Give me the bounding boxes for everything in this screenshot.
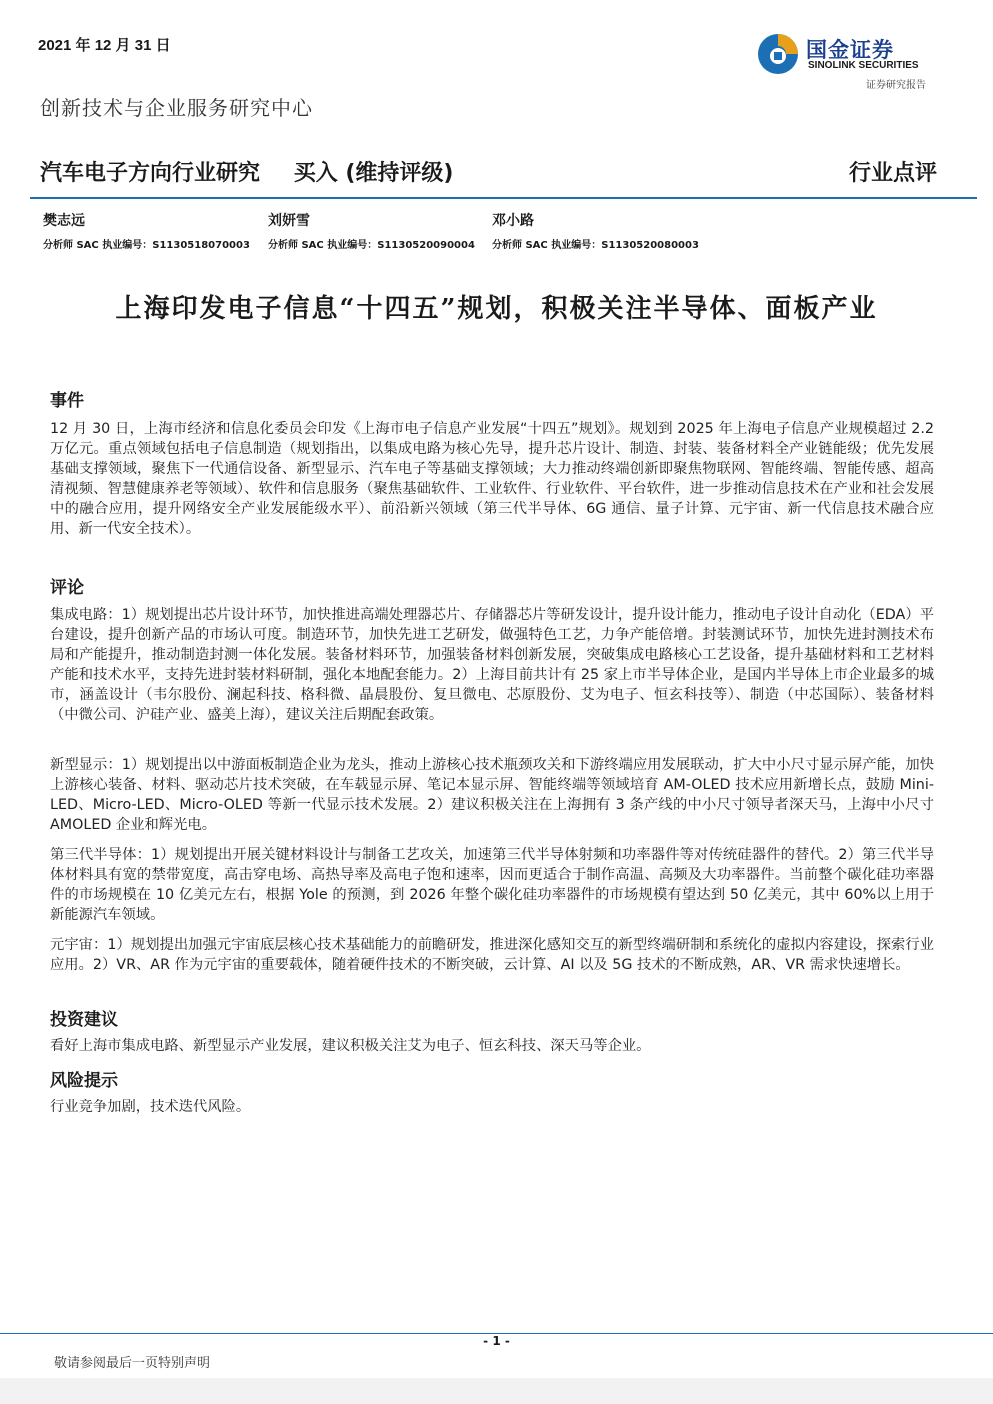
logo-cn-text: 国金证券 xyxy=(806,38,894,62)
section-title-comment: 评论 xyxy=(50,578,84,598)
section-title-event: 事件 xyxy=(50,391,84,411)
report-headline: 上海印发电子信息“十四五”规划，积极关注半导体、面板产业 xyxy=(115,294,878,324)
page-number: - 1 - xyxy=(483,1334,510,1348)
comment-paragraph-metaverse: 元宇宙：1）规划提出加强元宇宙底层核心技术基础能力的前瞻研发，推进深化感知交互的新型终端研制和系统化的虚拟内容建设，探索行业应用。2）VR、AR 作为元宇宙的重要载体，随着硬件技术的不断突破，云计算、AI 以及 5G 技术的不断成熟，AR、VR 需求快速增长。 xyxy=(50,937,934,973)
risk-paragraph: 行业竞争加剧，技术迭代风险。 xyxy=(50,1099,251,1115)
analyst-registration: 分析师 SAC 执业编号：S1130518070003 xyxy=(43,240,250,251)
analyst-name: 樊志远 xyxy=(43,213,85,229)
industry-title: 汽车电子方向行业研究 xyxy=(40,161,261,186)
logo-subtitle: 证券研究报告 xyxy=(866,80,926,91)
industry-rating-row xyxy=(40,156,940,187)
analyst-registration: 分析师 SAC 执业编号：S1130520090004 xyxy=(268,240,475,251)
investment-paragraph: 看好上海市集成电路、新型显示产业发展，建议积极关注艾为电子、恒玄科技、深天马等企业。 xyxy=(50,1038,651,1054)
company-logo xyxy=(756,32,956,90)
comment-paragraph-display: 新型显示：1）规划提出以中游面板制造企业为龙头，推动上游核心技术瓶颈攻关和下游终端应用发展联动，扩大中小尺寸显示屏产能，加快上游核心装备、材料、驱动芯片技术突破，在车载显示屏、笔记本显示屏、智能终端等领域培育 AM-OLED 技术应用新增长点，鼓励 Mini-LED、Micro-LED、Micro-OLED 等新一代显示技术发展。2）建议积极关注在上海拥有 3 条产线的中小尺寸领导者深天马，上海中小尺寸 AMOLED 企业和辉光电。 xyxy=(50,757,934,833)
section-title-risk: 风险提示 xyxy=(50,1071,118,1091)
section-title-investment: 投资建议 xyxy=(50,1010,118,1030)
sinolink-logo-icon xyxy=(756,32,800,76)
research-center-name: 创新技术与企业服务研究中心 xyxy=(40,96,313,120)
analyst-name: 刘妍雪 xyxy=(268,213,310,229)
report-date: 2021 年 12 月 31 日 xyxy=(38,37,171,54)
analyst-name: 邓小路 xyxy=(492,213,534,229)
analyst-registration: 分析师 SAC 执业编号：S1130520080003 xyxy=(492,240,699,251)
analyst-3 xyxy=(492,210,699,251)
footer-band xyxy=(0,1378,993,1404)
disclaimer-text: 敬请参阅最后一页特别声明 xyxy=(54,1356,211,1371)
event-paragraph: 12 月 30 日，上海市经济和信息化委员会印发《上海市电子信息产业发展“十四五”规划》。规划到 2025 年上海电子信息产业规模超过 2.2 万亿元。重点领域包括电子信息制造（规划指出，以集成电路为核心先导，提升芯片设计、制造、封装、装备材料全产业链能级；优先发展基础支撑领域，聚焦下一代通信设备、新型显示、汽车电子等基础支撑领域；大力推动终端创新即聚焦物联网、智能终端、智能传感、超高清视频、智慧健康养老等领域）、软件和信息服务（聚焦基础软件、工业软件、行业软件、平台软件，进一步推动信息技术在产业和社会发展中的融合应用，提升网络安全产业发展能级水平）、前沿新兴领域（第三代半导体、6G 通信、量子计算、元宇宙、新一代信息技术融合应用、新一代安全技术）。 xyxy=(50,421,934,537)
comment-paragraph-ic: 集成电路：1）规划提出芯片设计环节，加快推进高端处理器芯片、存储器芯片等研发设计，提升设计能力，推动电子设计自动化（EDA）平台建设，提升创新产品的市场认可度。制造环节，加快先进工艺研发，做强特色工艺，力争产能倍增。封装测试环节，加快先进封测技术布局和产能提升，推动制造封测一体化发展。装备材料环节，加强装备材料创新发展，突破集成电路核心工艺设备，提升基础材料和工艺材料产能和技术水平，支持先进封装材料研制，强化本地配套能力。2）上海目前共计有 25 家上市半导体企业，是国内半导体上市企业最多的城市，涵盖设计（韦尔股份、澜起科技、格科微、晶晨股份、复旦微电、芯原股份、艾为电子、恒玄科技等）、制造（中芯国际）、装备材料（中微公司、沪硅产业、盛美上海），建议关注后期配套政策。 xyxy=(50,607,934,723)
comment-paragraph-third-gen: 第三代半导体：1）规划提出开展关键材料设计与制备工艺攻关，加速第三代半导体射频和功率器件等对传统硅器件的替代。2）第三代半导体材料具有宽的禁带宽度，高击穿电场、高热导率及高电子饱和速率，因而更适合于制作高温、高频及大功率器件。当前整个碳化硅功率器件的市场规模在 10 亿美元左右，根据 Yole 的预测，到 2026 年整个碳化硅功率器件的市场规模有望达到 50 亿美元，其中 60%以上用于新能源汽车领域。 xyxy=(50,847,934,923)
header-divider xyxy=(30,197,977,199)
rating-label: 买入 (维持评级) xyxy=(293,161,454,186)
logo-en-text: SINOLINK SECURITIES xyxy=(808,60,919,71)
analyst-1 xyxy=(43,210,250,251)
analyst-2 xyxy=(268,210,475,251)
report-type: 行业点评 xyxy=(848,161,937,186)
